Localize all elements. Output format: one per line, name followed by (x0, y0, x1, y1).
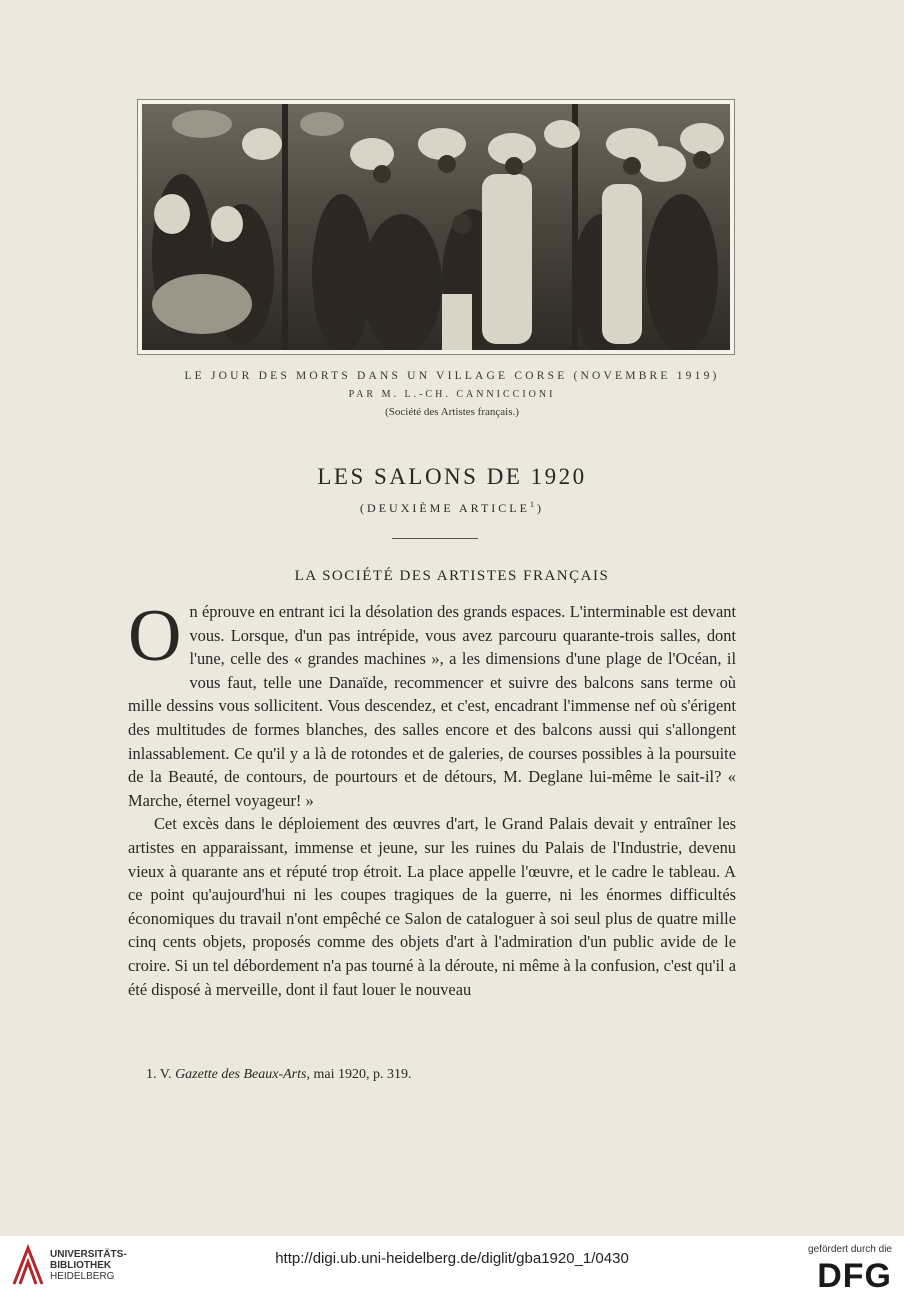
source-url-link[interactable]: http://digi.ub.uni-heidelberg.de/diglit/gba1920_1/0430 (275, 1250, 629, 1267)
funded-by-label: gefördert durch die (808, 1244, 892, 1255)
article-body (128, 595, 736, 1001)
subtitle-close: ) (536, 501, 544, 515)
university-line-2: BIBLIOTHEK (50, 1260, 112, 1271)
university-line-3: HEIDELBERG (50, 1271, 115, 1282)
plate-caption-title: LE JOUR DES MORTS DANS UN VILLAGE CORSE (NOVEMBRE 1919) (184, 370, 720, 382)
university-line-1: UNIVERSITÄTS- (50, 1249, 127, 1260)
section-heading: LA SOCIÉTÉ DES ARTISTES FRANÇAIS (294, 568, 610, 584)
plate-caption-society: (Société des Artistes français.) (385, 406, 519, 418)
painting-plate (138, 100, 734, 354)
plate-caption-artist: PAR M. L.-CH. CANNICCIONI (348, 389, 556, 400)
dfg-logo: DFG (817, 1257, 892, 1295)
article-subtitle (0, 500, 904, 516)
article-title: LES SALONS DE 1920 (317, 464, 587, 489)
paragraph-2: Cet excès dans le déploiement des œuvres d'art, le Grand Palais devait y entraîner les artistes en apparaissant, immense et jeune, sur les ruines du Palais de l'Industrie, devenu vieux à quarante ans et réputé trop étroit. La place appelle l'œuvre, et le cadre le tableau. A ce point qu'aujourd'hui ni les coupes tragiques de la guerre, ni les énormes difficultés économiques du travail n'ont empêché ce Salon de cataloguer à soi seul plus de quatre mille cinq cents objets, proposés comme des objets d'art à l'admiration d'un public avide de le croire. Si un tel débordement n'a pas tourné à la déroute, ni même à la confusion, c'est qu'il a été disposé à merveille, dont il faut louer le nouveau (128, 814, 736, 999)
paragraph-1 (128, 595, 736, 812)
footer-bar (0, 1236, 904, 1301)
drop-cap: O (128, 595, 182, 677)
paragraph-1-text: n éprouve en entrant ici la désolation des grands espaces. L'interminable est devant vous. Lorsque, d'un pas intrépide, vous avez parcouru quarante-trois salles, dont l'une, celle des « grandes machines », a les dimensions d'une plage de l'Océan, il vous faut, telle une Danaïde, recommencer et suivre des balcons sans terme où mille dessins vous sollicitent. Vous descendez, et c'est, encadrant l'immense nef où s'érigent des multitudes de formes blanches, des salles encore et des balcons aussi qui s'allongent inlassablement. Ce qu'il y a là de rotondes et de galeries, de courses possibles à la poursuite de la Beauté, de contours, de pourtours et de détours, M. Deglane lui-même le sait-il? « Marche, éternel voyageur! » (128, 602, 736, 810)
footnote-marker: 1 (529, 500, 537, 509)
subtitle-text: (DEUXIÈME ARTICLE (360, 501, 530, 515)
footnote (146, 1067, 411, 1083)
title-divider (392, 538, 478, 539)
footnote-journal: Gazette des Beaux-Arts (175, 1067, 307, 1082)
painting-image (142, 104, 730, 350)
footnote-reference: , mai 1920, p. 319. (306, 1067, 412, 1082)
footnote-number: 1. V. (146, 1067, 172, 1082)
